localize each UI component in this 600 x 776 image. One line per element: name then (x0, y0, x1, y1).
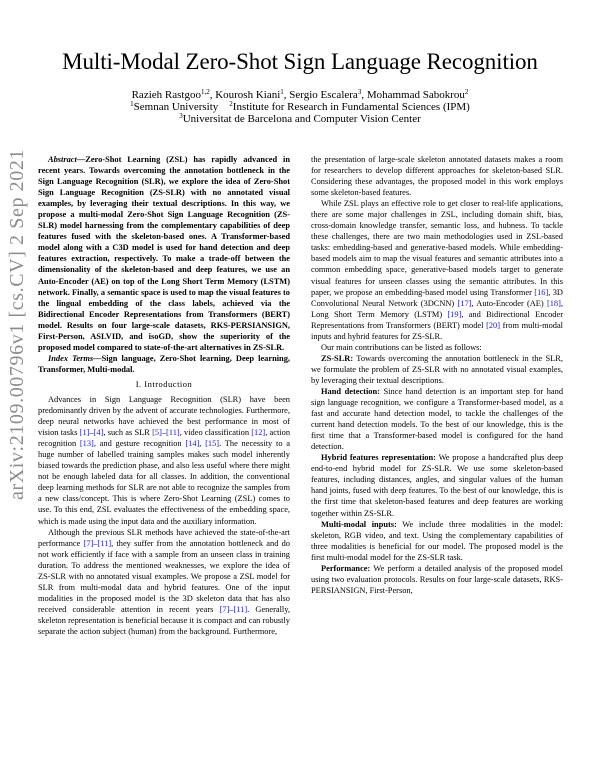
left-column (38, 154, 290, 637)
author-name: Kourosh Kiani (215, 89, 281, 101)
citation-link[interactable]: [7] (219, 604, 230, 614)
author-sup: 1,2 (200, 88, 210, 96)
text-run: from multi-modal inputs and hybrid features for ZS-SLR. (311, 320, 564, 341)
abstract-label: Abstract— (48, 155, 86, 164)
citation-link[interactable]: [1] (79, 428, 90, 438)
citation-link[interactable]: [11] (97, 538, 112, 548)
contribution-label: Multi-modal inputs: (321, 519, 397, 529)
author-sup: 2 (464, 88, 469, 96)
text-run: Although the previous SLR methods have achieved the state-of-the-art performance (38, 527, 290, 548)
author-name: Mohammad Sabokrou (366, 89, 465, 101)
right-paragraph-3: Our main contributions can be listed as follows: (321, 342, 482, 352)
citation-link[interactable]: [18] (546, 298, 561, 308)
text-run: , action recognition (38, 428, 291, 449)
text-run: – (89, 428, 94, 438)
right-column (311, 154, 563, 596)
abstract-text: Zero-Shot Learning (ZSL) has rapidly advanced in recent years. Towards overcoming the annotation bottleneck in the Sign Language Recognition (SLR), we explore the idea of Zero-Shot Sign Language Recognition (ZS-SLR) with no annotated visual examples, by leveraging their textual descriptions. In this way, we propose a multi-modal Zero-Shot Sign Language Recognition (ZS-SLR) model harnessing from the complementary capabilities of deep features fused with the skeleton-based ones. A Transformer-based model along with a C3D model is used for hand detection and deep features extraction, respectively. To make a trade-off between the dimensionality of the skeleton-based and deep features, we use an Auto-Encoder (AE) on top of the Long Short Term Memory (LSTM) network. Finally, a semantic space is used to map the visual features to the lingual embedding of the class labels, achieved via the Bidirectional Encoder Representations from Transformers (BERT) model. Results on four large-scale datasets, RKS-PERSIANSIGN, First-Person, ASLVID, and isoGD, show the superiority of the proposed model compared to state-of-the-art alternatives in ZS-SLR. (38, 155, 290, 352)
author-block (40, 89, 560, 125)
text-run: , 3D Convolutional Neural Network (3DCNN) (311, 287, 563, 308)
affiliation-line (40, 101, 560, 113)
text-run: , Auto-Encoder (AE) (471, 298, 547, 308)
affiliation-sup: 3 (179, 112, 183, 120)
citation-link[interactable]: [19] (447, 309, 462, 319)
affiliation: Universitat de Barcelona and Computer Vision Center (182, 113, 421, 125)
affiliation: Semnan University (133, 101, 219, 113)
author-name: Razieh Rastgoo (131, 89, 201, 101)
text-run: , and Bidirectional Encoder Representations from Transformers (BERT) model (311, 309, 563, 330)
citation-link[interactable]: [13] (79, 439, 94, 449)
intro-paragraph-1 (38, 394, 290, 527)
arxiv-stamp: arXiv:2109.00796v1 [cs.CV] 2 Sep 2021 (6, 148, 28, 500)
affiliation-sup: 1 (130, 100, 134, 108)
contribution-zs-slr (311, 353, 563, 386)
index-terms-label: Index Terms— (48, 353, 102, 363)
paper-title: Multi-Modal Zero-Shot Sign Language Recognition (62, 49, 538, 74)
citation-link[interactable]: [7] (83, 538, 94, 548)
affiliation: Institute for Research in Fundamental Sciences (IPM) (232, 101, 470, 113)
index-terms (38, 353, 290, 375)
text-run: , Long Short Term Memory (LSTM) (311, 298, 563, 319)
author-sup: 3 (357, 88, 362, 96)
text-run: – (161, 428, 167, 438)
contribution-hybrid-features (311, 452, 563, 518)
index-terms-text: Sign language, Zero-Shot learning, Deep learning, Transformer, Multi-modal. (38, 353, 290, 374)
contribution-text: We propose a handcrafted plus deep end-to-end hybrid model for ZS-SLR. We use some skeleton-based features, including distances, angles, and singular values of the human hand joints, fused with deep features. To the best of our knowledge, this is the first time that skeleton-based features and deep features are working together within ZS-SLR. (311, 453, 564, 518)
contribution-multi-modal (311, 519, 563, 563)
citation-link[interactable]: [11] (166, 428, 180, 438)
author-line: Razieh Rastgoo$^{1,2}$, Kourosh Kiani$^1$, Sergio Escalera$^3$, Mohammad Sabokrou$^2$ (131, 88, 469, 101)
text-run: , such as SLR (103, 428, 153, 438)
citation-link[interactable]: [12] (251, 428, 266, 438)
contribution-text: We include three modalities in the model: skeleton, RGB video, and text. Using the complementary capabilities of three modalities is beneficial for our model. The proposed model is the first multi-modal model for the ZS-SLR task. (311, 519, 563, 562)
text-run: – (229, 604, 234, 614)
citation-link[interactable]: [14] (185, 439, 200, 449)
contribution-text: Since hand detection is an important step for hand sign language recognition, we configure a Transformer-based model, as a fast and accurate hand detection model, to tackle the challenges of the current hand detection models. To the best of our knowledge, this is the first time that a Transformer-based model is configured for the hand detection. (311, 386, 564, 452)
text-run: . The necessity to a huge number of labelled training samples makes such model inherently biased towards the prediction phase, and also less useful where there might not be enough labeled data for all classes. In addition, the conventional deep learning methods for SLR are not able to recognize the samples from a new class/concept. This is where Zero-Shot Learning (ZSL) comes to use. To this end, ZSL evaluates the effectiveness of the embedding space, which is made using the input data and the auxiliary information. (38, 439, 290, 526)
affiliation-sup: 2 (229, 100, 233, 108)
citation-link[interactable]: [17] (457, 298, 472, 308)
citation-link[interactable]: [4] (93, 428, 104, 438)
contribution-label: Hand detection: (321, 386, 380, 396)
text-run: , video classification (179, 428, 252, 438)
right-paragraph-2 (311, 198, 563, 342)
citation-link[interactable]: [20] (486, 320, 501, 330)
contribution-performance (311, 563, 563, 596)
text-run: While ZSL plays an effective role to get closer to real-life applications, there are some major challenges in ZSL, including domain shift, bias, cross-domain knowledge transfer, semantic loss, and hubness. To tackle these challenges, there are two main methodologies used in ZSL-based tasks: embedding-based and generative-based models. While embedding-based models aim to map the visual features and semantic attributes into a common embedding space, generative-based models target to generate visual features for unseen classes using the semantic attributes. In this paper, we propose an embedding-based model using Transformer (311, 199, 563, 297)
text-run: , they suffer from the annotation bottleneck and do not work efficiently if face with a sample from an unseen class in training duration. To address the mentioned weaknesses, we explore the idea of ZS-SLR with no annotated visual examples. We propose a ZSL model for SLR from multi-modal data and hybrid features. One of the input modalities in the proposed model is the 3D skeleton data that has also received considerable attention in recent years (38, 538, 290, 614)
author-name: Sergio Escalera (289, 89, 358, 101)
right-paragraph-1: the presentation of large-scale skeleton annotated datasets makes a room for researchers to develop different approaches for skeleton-based SLR. Considering these advantages, the proposed model in this work employs some skeleton-based features. (311, 155, 563, 198)
contribution-label: Performance: (321, 563, 371, 573)
contribution-label: Hybrid features representation: (321, 453, 436, 463)
text-run: , and gesture recognition (93, 439, 186, 449)
text-run: . Generally, skeleton representation is beneficial because it is compact and can robustly separate the action subject (human) from the background. Furthermore, (38, 604, 290, 636)
intro-paragraph-2 (38, 527, 290, 637)
contribution-text: We perform a detailed analysis of the proposed model using two evaluation protocols. Results on four large-scale datasets, RKS-PERSIANSIGN, First-Person, (311, 563, 563, 595)
section-heading: I. Introduction (135, 378, 193, 389)
contribution-hand-detection (311, 386, 563, 452)
citation-link[interactable]: [5] (152, 428, 162, 438)
citation-link[interactable]: [15] (205, 439, 220, 449)
text-run: , (199, 439, 206, 449)
affiliation-line (40, 113, 560, 125)
citation-link[interactable]: [16] (534, 287, 549, 297)
text-run: Advances in Sign Language Recognition (SLR) have been predominantly driven by the advent of accurate technologies. Furthermore, deep neural networks have achieved the best performance in most of vision tasks (38, 394, 290, 438)
contribution-text: Towards overcoming the annotation bottleneck in the SLR, we formulate the problem of ZS-SLR with no annotated visual examples, by leveraging their textual descriptions. (311, 353, 563, 385)
author-sup: 1 (280, 88, 284, 96)
text-run: – (93, 538, 98, 548)
contribution-label: ZS-SLR: (321, 353, 354, 363)
citation-link[interactable]: [11] (233, 604, 248, 614)
abstract (38, 154, 290, 353)
